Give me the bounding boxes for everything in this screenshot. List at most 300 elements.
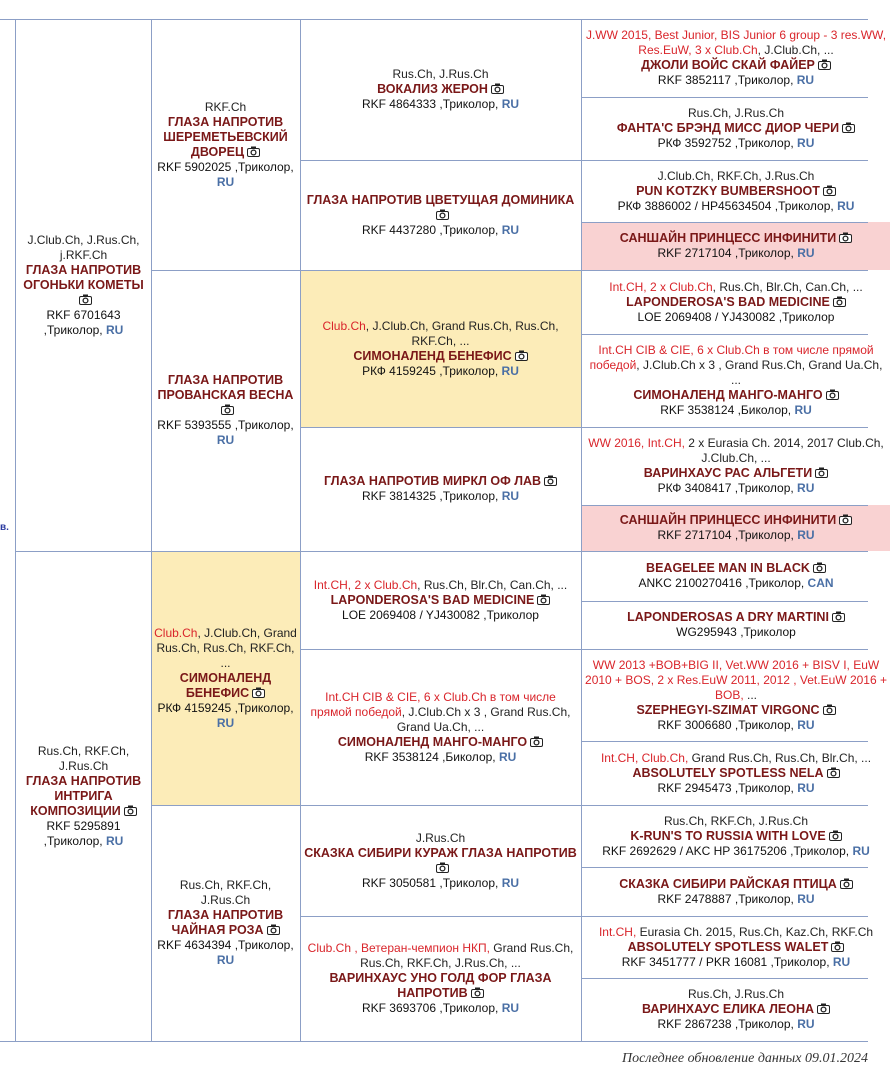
dog-titles-text: , J.Club.Ch x 3 , Grand Rus.Ch, Grand Ua.Ch, ... bbox=[396, 704, 571, 734]
dog-titles-highlight: Int.CH, 2 x Club.Ch bbox=[313, 577, 418, 592]
pedigree-cell-g4 bbox=[581, 551, 890, 601]
dog-titles bbox=[585, 280, 887, 295]
camera-icon[interactable] bbox=[515, 350, 528, 361]
camera-icon[interactable] bbox=[221, 404, 234, 415]
dog-titles-text: Rus.Ch, RKF.Ch, J.Rus.Ch bbox=[663, 813, 809, 828]
dog-color: ,Триколор, bbox=[734, 891, 794, 906]
dog-registration bbox=[585, 481, 887, 496]
camera-icon[interactable] bbox=[124, 805, 137, 816]
dog-name-link[interactable]: ABSOLUTELY SPOTLESS NELA bbox=[632, 765, 824, 780]
camera-icon[interactable] bbox=[815, 467, 828, 478]
dog-color: ,Триколор bbox=[778, 309, 835, 324]
country-code: RU bbox=[501, 875, 520, 890]
dog-color: ,Триколор, bbox=[734, 246, 794, 260]
pedigree-cell-g3 bbox=[300, 551, 581, 649]
registration-number: LOE 2069408 / YJ430082 bbox=[637, 309, 776, 324]
dog-titles-text: Rus.Ch, RKF.Ch, J.Rus.Ch bbox=[37, 743, 130, 773]
table-divider bbox=[300, 649, 581, 650]
country-code: RU bbox=[797, 481, 815, 495]
registration-number: RKF 2717104 bbox=[657, 528, 732, 542]
camera-icon[interactable] bbox=[823, 185, 836, 196]
dog-titles bbox=[303, 831, 578, 846]
dog-titles bbox=[303, 319, 578, 349]
dog-registration bbox=[154, 701, 297, 731]
dog-titles bbox=[585, 987, 887, 1002]
table-divider bbox=[581, 916, 868, 917]
dog-titles bbox=[154, 626, 297, 671]
dog-name-link[interactable]: K-RUN'S TO RUSSIA WITH LOVE bbox=[630, 828, 826, 843]
dog-color: ,Триколор, bbox=[439, 1001, 499, 1015]
country-code: RU bbox=[501, 222, 520, 237]
dog-titles bbox=[585, 343, 887, 388]
pedigree-cell-g4 bbox=[581, 97, 890, 160]
dog-titles-text: Grand Rus.Ch, Rus.Ch, Blr.Ch, ... bbox=[688, 750, 872, 765]
dog-titles bbox=[585, 658, 887, 703]
registration-number: RKF 3814325 bbox=[361, 489, 437, 503]
table-divider bbox=[300, 160, 581, 161]
dog-color: ,Триколор, bbox=[770, 954, 830, 969]
dog-titles-text: ... bbox=[743, 687, 758, 702]
dog-color: ,Триколор, bbox=[439, 489, 499, 503]
pedigree-cell-g4 bbox=[581, 649, 890, 741]
country-code: RU bbox=[832, 954, 851, 969]
registration-number: RKF 2945473 bbox=[657, 780, 732, 795]
dog-name-link[interactable]: PUN KOTZKY BUMBERSHOOT bbox=[636, 183, 820, 198]
country-code: RU bbox=[797, 717, 815, 732]
dog-name bbox=[585, 466, 887, 481]
table-divider bbox=[581, 334, 868, 335]
pedigree-cell-g4 bbox=[581, 334, 890, 427]
table-divider bbox=[0, 19, 868, 20]
last-updated-note: Последнее обновление данных 09.01.2024 bbox=[622, 1051, 868, 1066]
dog-name-link[interactable]: СИМОНАЛЕНД БЕНЕФИС bbox=[353, 348, 512, 363]
dog-name-link[interactable]: ВАРИНХАУС ЕЛИКА ЛЕОНА bbox=[641, 1002, 815, 1016]
registration-number: РКФ 3592752 bbox=[657, 136, 732, 150]
dog-name-link[interactable]: СИМОНАЛЕНД БЕНЕФИС bbox=[179, 670, 272, 700]
dog-color: ,Триколор, bbox=[439, 363, 499, 378]
table-divider bbox=[581, 805, 868, 806]
pedigree-cell-g4 bbox=[581, 270, 890, 334]
pedigree-cell-g1 bbox=[16, 19, 151, 551]
cut-off-text: в. bbox=[0, 522, 9, 533]
dog-titles-text: , J.Club.Ch x 3 , Grand Rus.Ch, Grand Ua.Ch, ... bbox=[636, 358, 883, 387]
table-divider bbox=[300, 916, 581, 917]
dog-color: ,Триколор, bbox=[439, 222, 499, 237]
dog-titles-text: RKF.Ch bbox=[204, 99, 247, 114]
dog-name bbox=[585, 58, 887, 73]
dog-name bbox=[585, 610, 887, 625]
table-divider bbox=[151, 805, 300, 806]
registration-number: RKF 2867238 bbox=[657, 1017, 732, 1031]
country-code: RU bbox=[501, 97, 520, 111]
pedigree-cell-g2 bbox=[151, 805, 300, 1041]
table-divider bbox=[151, 270, 300, 271]
country-code: RU bbox=[837, 198, 855, 213]
registration-number: РКФ 4159245 bbox=[157, 700, 232, 715]
dog-name bbox=[585, 561, 887, 576]
dog-titles-text: J.Club.Ch, J.Rus.Ch, j.RKF.Ch bbox=[27, 232, 140, 262]
dog-name bbox=[585, 766, 887, 781]
dog-name-link[interactable]: ГЛАЗА НАПРОТИВ ЦВЕТУЩАЯ ДОМИНИКА bbox=[306, 192, 575, 207]
dog-name bbox=[154, 115, 297, 160]
dog-name bbox=[154, 671, 297, 701]
registration-number: ANKC 2100270416 bbox=[638, 576, 742, 590]
camera-icon[interactable] bbox=[827, 767, 840, 778]
country-code: RU bbox=[794, 403, 812, 417]
dog-registration bbox=[585, 625, 887, 640]
dog-titles-text: Eurasia Ch. 2015, Rus.Ch, Kaz.Ch, RKF.Ch bbox=[636, 924, 874, 939]
pedigree-cell-g3 bbox=[300, 649, 581, 805]
dog-name bbox=[585, 295, 887, 310]
dog-name-link[interactable]: ВОКАЛИЗ ЖЕРОН bbox=[377, 82, 488, 96]
dog-name-link[interactable]: ГЛАЗА НАПРОТИВ ИНТРИГА КОМПОЗИЦИИ bbox=[25, 773, 142, 818]
dog-color: ,Триколор, bbox=[43, 322, 103, 337]
dog-registration bbox=[585, 403, 887, 418]
camera-icon[interactable] bbox=[537, 594, 550, 605]
dog-color: ,Триколор, bbox=[745, 576, 805, 590]
dog-titles bbox=[19, 744, 148, 774]
pedigree-cell-g3 bbox=[300, 160, 581, 270]
dog-registration bbox=[154, 938, 297, 968]
registration-number: РКФ 4159245 bbox=[362, 363, 436, 378]
pedigree-cell-g4 bbox=[581, 741, 890, 805]
dog-name bbox=[154, 908, 297, 938]
camera-icon[interactable] bbox=[833, 296, 846, 307]
country-code: RU bbox=[797, 891, 815, 906]
camera-icon[interactable] bbox=[826, 389, 839, 400]
dog-titles-text: Grand Rus.Ch, Rus.Ch, RKF.Ch, J.Rus.Ch, ... bbox=[360, 941, 574, 970]
pedigree-cell-g3 bbox=[300, 916, 581, 1041]
country-code: RU bbox=[216, 433, 235, 447]
dog-name bbox=[585, 184, 887, 199]
registration-number: RKF 2717104 bbox=[657, 246, 732, 260]
country-code: RU bbox=[501, 1001, 520, 1015]
table-divider bbox=[581, 97, 868, 98]
dog-registration bbox=[585, 528, 887, 543]
dog-registration bbox=[154, 160, 297, 190]
dog-color: ,Триколор, bbox=[439, 875, 499, 890]
country-code: RU bbox=[797, 246, 815, 260]
pedigree-cell-g4 bbox=[581, 19, 890, 97]
dog-name bbox=[585, 231, 887, 246]
registration-number: LOE 2069408 / YJ430082 bbox=[342, 607, 480, 622]
dog-name-link[interactable]: ABSOLUTELY SPOTLESS WALET bbox=[627, 939, 829, 954]
table-divider bbox=[300, 270, 581, 271]
registration-number: RKF 3538124 bbox=[660, 403, 735, 417]
pedigree-cell-g4 bbox=[581, 867, 890, 916]
table-divider bbox=[581, 867, 868, 868]
dog-name-link[interactable]: ГЛАЗА НАПРОТИВ ПРОВАНСКАЯ ВЕСНА bbox=[157, 373, 294, 402]
dog-name bbox=[303, 82, 578, 97]
dog-titles-highlight: WW 2016, Int.CH, bbox=[588, 436, 685, 450]
country-code: RU bbox=[797, 1017, 815, 1031]
dog-registration bbox=[585, 199, 887, 214]
table-divider bbox=[15, 19, 16, 1041]
dog-titles-text: Rus.Ch, J.Rus.Ch bbox=[392, 67, 489, 81]
dog-name bbox=[19, 774, 148, 819]
dog-titles-highlight: Int.CH, bbox=[598, 924, 637, 939]
camera-icon[interactable] bbox=[842, 122, 855, 133]
dog-name-link[interactable]: LAPONDEROSA'S BAD MEDICINE bbox=[330, 592, 535, 607]
dog-name-link[interactable]: СКАЗКА СИБИРИ КУРАЖ ГЛАЗА НАПРОТИВ bbox=[304, 845, 577, 860]
dog-registration bbox=[585, 310, 887, 325]
dog-name-link[interactable]: САНШАЙН ПРИНЦЕСС ИНФИНИТИ bbox=[619, 513, 837, 527]
dog-name-link[interactable]: ДЖОЛИ ВОЙС СКАЙ ФАЙЕР bbox=[641, 58, 815, 72]
dog-titles-highlight: Club.Ch , Ветеран-чемпион НКП, bbox=[307, 941, 490, 955]
dog-titles-text: J.Club.Ch, RKF.Ch, J.Rus.Ch bbox=[657, 168, 815, 183]
table-divider bbox=[581, 978, 868, 979]
dog-registration bbox=[303, 97, 578, 112]
pedigree-cell-g2 bbox=[151, 19, 300, 270]
dog-titles bbox=[585, 436, 887, 466]
table-divider bbox=[300, 427, 581, 428]
dog-name bbox=[585, 1002, 887, 1017]
country-code: RU bbox=[501, 489, 520, 503]
dog-name-link[interactable]: ФАНТА'С БРЭНД МИСС ДИОР ЧЕРИ bbox=[616, 121, 840, 135]
dog-titles-text: , J.Club.Ch, Grand Rus.Ch, Rus.Ch, RKF.Ch, ... bbox=[365, 318, 559, 348]
dog-registration bbox=[19, 819, 148, 849]
camera-icon[interactable] bbox=[831, 941, 844, 952]
dog-name-link[interactable]: LAPONDEROSA'S BAD MEDICINE bbox=[626, 294, 830, 309]
camera-icon[interactable] bbox=[840, 878, 853, 889]
camera-icon[interactable] bbox=[471, 987, 484, 998]
table-divider bbox=[151, 551, 300, 552]
country-code: RU bbox=[105, 322, 124, 337]
dog-titles-text: , Rus.Ch, Blr.Ch, Can.Ch, ... bbox=[417, 577, 568, 592]
pedigree-cell-g4 bbox=[581, 978, 890, 1041]
dog-titles-text: Rus.Ch, J.Rus.Ch bbox=[687, 987, 785, 1001]
camera-icon[interactable] bbox=[252, 687, 265, 698]
dog-titles-highlight: WW 2013 +BOB+BIG II, Vet.WW 2016 + BISV I, EuW 2010 + BOS, 2 x Res.EuW 2011, 2012 , Vet.EuW 2016 + BOB, bbox=[585, 657, 887, 702]
dog-registration bbox=[585, 1017, 887, 1032]
dog-titles-highlight: Int.CH, Club.Ch, bbox=[600, 750, 689, 765]
registration-number: RKF 4864333 bbox=[361, 97, 437, 111]
registration-number: WG295943 bbox=[676, 625, 737, 639]
dog-name bbox=[303, 593, 578, 608]
table-divider bbox=[581, 649, 868, 650]
camera-icon[interactable] bbox=[839, 514, 852, 525]
dog-registration bbox=[585, 246, 887, 261]
dog-registration bbox=[303, 489, 578, 504]
camera-icon[interactable] bbox=[436, 209, 449, 220]
dog-color: ,Триколор, bbox=[734, 136, 794, 150]
dog-name bbox=[303, 846, 578, 876]
country-code: RU bbox=[216, 715, 235, 730]
dog-registration bbox=[585, 73, 887, 88]
dog-color: ,Триколор, bbox=[234, 418, 294, 432]
country-code: RU bbox=[797, 136, 815, 150]
registration-number: RKF 3006680 bbox=[657, 717, 732, 732]
dog-titles-text: J.Rus.Ch bbox=[415, 830, 466, 845]
pedigree-cell-g4 bbox=[581, 805, 890, 867]
dog-name bbox=[585, 877, 887, 892]
pedigree-cell-g3 bbox=[300, 427, 581, 551]
dog-titles bbox=[154, 100, 297, 115]
table-divider bbox=[300, 551, 581, 552]
table-divider bbox=[581, 19, 582, 1041]
camera-icon[interactable] bbox=[436, 862, 449, 873]
registration-number: РКФ 3408417 bbox=[657, 481, 732, 495]
dog-registration bbox=[154, 418, 297, 448]
country-code: RU bbox=[852, 843, 870, 858]
table-divider bbox=[581, 160, 868, 161]
dog-titles bbox=[154, 878, 297, 908]
dog-titles bbox=[585, 169, 887, 184]
dog-name-link[interactable]: ГЛАЗА НАПРОТИВ ШЕРЕМЕТЬЕВСКИЙ ДВОРЕЦ bbox=[163, 114, 288, 159]
camera-icon[interactable] bbox=[839, 232, 852, 243]
dog-titles-highlight: Int.CH CIB & CIE, 6 x Club.Ch в том числе прямой победой bbox=[589, 343, 874, 372]
dog-color: ,Триколор, bbox=[774, 198, 834, 213]
dog-color: ,Триколор bbox=[740, 625, 796, 639]
registration-number: RKF 5902025 bbox=[157, 159, 232, 174]
dog-name-link[interactable]: SZEPHEGYI-SZIMAT VIRGONC bbox=[636, 702, 820, 717]
dog-titles-highlight: J.WW 2015, Best Junior, BIS Junior 6 group - 3 res.WW, Res.EuW, 3 x Club.Ch bbox=[585, 28, 887, 57]
camera-icon[interactable] bbox=[823, 704, 836, 715]
table-divider bbox=[581, 222, 868, 223]
dog-color: ,Биколор, bbox=[737, 403, 792, 417]
dog-titles bbox=[303, 67, 578, 82]
registration-number: RKF 2692629 / AKC HP 36175206 bbox=[602, 843, 787, 858]
dog-name-link[interactable]: ГЛАЗА НАПРОТИВ ЧАЙНАЯ РОЗА bbox=[167, 908, 284, 937]
dog-color: ,Триколор, bbox=[43, 833, 103, 848]
pedigree-cell-g4 bbox=[581, 916, 890, 978]
dog-registration bbox=[303, 223, 578, 238]
dog-titles bbox=[303, 690, 578, 735]
dog-color: ,Триколор, bbox=[734, 717, 794, 732]
dog-name-link[interactable]: СИМОНАЛЕНД МАНГО-МАНГО bbox=[337, 734, 528, 749]
dog-name-link[interactable]: BEAGELEE MAN IN BLACK bbox=[646, 561, 810, 575]
dog-color: ,Триколор, bbox=[790, 843, 850, 858]
dog-registration bbox=[303, 750, 578, 765]
dog-titles bbox=[303, 578, 578, 593]
dog-name bbox=[303, 735, 578, 750]
dog-titles-text: Rus.Ch, RKF.Ch, J.Rus.Ch bbox=[179, 878, 272, 907]
dog-name bbox=[19, 263, 148, 308]
dog-titles-text: 2 x Eurasia Ch. 2014, 2017 Club.Ch, J.Club.Ch, ... bbox=[684, 436, 884, 465]
dog-titles bbox=[303, 941, 578, 971]
dog-name-link[interactable]: ГЛАЗА НАПРОТИВ ОГОНЬКИ КОМЕТЫ bbox=[23, 262, 144, 292]
dog-name bbox=[585, 940, 887, 955]
dog-name bbox=[154, 373, 297, 418]
dog-registration bbox=[585, 718, 887, 733]
pedigree-cell-g3 bbox=[300, 270, 581, 427]
dog-titles-highlight: Int.CH CIB & CIE, 6 x Club.Ch в том числе прямой победой bbox=[310, 689, 556, 719]
dog-registration bbox=[303, 608, 578, 623]
pedigree-cell-g2 bbox=[151, 551, 300, 805]
dog-name-link[interactable]: СКАЗКА СИБИРИ РАЙСКАЯ ПТИЦА bbox=[619, 876, 837, 891]
table-divider bbox=[581, 427, 868, 428]
dog-name-link[interactable]: ВАРИНХАУС УНО ГОЛД ФОР ГЛАЗА НАПРОТИВ bbox=[329, 971, 552, 1000]
camera-icon[interactable] bbox=[247, 146, 260, 157]
dog-registration bbox=[585, 576, 887, 591]
country-code: RU bbox=[797, 780, 815, 795]
registration-number: RKF 3852117 bbox=[657, 73, 732, 87]
dog-color: ,Триколор, bbox=[439, 97, 499, 111]
camera-icon[interactable] bbox=[530, 736, 543, 747]
dog-color: ,Биколор, bbox=[442, 749, 496, 764]
dog-color: ,Триколор, bbox=[234, 159, 294, 174]
dog-name bbox=[585, 513, 887, 528]
camera-icon[interactable] bbox=[817, 1003, 830, 1014]
dog-color: ,Триколор bbox=[483, 607, 539, 622]
dog-registration bbox=[303, 364, 578, 379]
registration-number: RKF 4437280 bbox=[361, 222, 437, 237]
dog-color: ,Триколор, bbox=[734, 780, 794, 795]
table-divider bbox=[16, 551, 151, 552]
dog-name bbox=[585, 121, 887, 136]
dog-color: ,Триколор, bbox=[734, 73, 794, 87]
camera-icon[interactable] bbox=[813, 562, 826, 573]
camera-icon[interactable] bbox=[818, 59, 831, 70]
dog-registration bbox=[303, 1001, 578, 1016]
dog-titles-text: , J.Club.Ch, Grand Rus.Ch, Rus.Ch, RKF.Ch, ... bbox=[156, 625, 297, 670]
dog-registration bbox=[585, 844, 887, 859]
dog-registration bbox=[303, 876, 578, 891]
dog-titles-text: Rus.Ch, J.Rus.Ch bbox=[687, 106, 785, 120]
registration-number: RKF 5295891 bbox=[46, 818, 121, 833]
country-code: RU bbox=[216, 953, 235, 967]
dog-name bbox=[303, 349, 578, 364]
dog-name-link[interactable]: ГЛАЗА НАПРОТИВ МИРКЛ ОФ ЛАВ bbox=[323, 474, 542, 488]
camera-icon[interactable] bbox=[79, 294, 92, 305]
table-divider bbox=[151, 19, 152, 1041]
dog-titles bbox=[585, 28, 887, 58]
camera-icon[interactable] bbox=[832, 611, 845, 622]
dog-name-link[interactable]: САНШАЙН ПРИНЦЕСС ИНФИНИТИ bbox=[619, 231, 837, 245]
table-divider bbox=[300, 805, 581, 806]
dog-titles bbox=[585, 106, 887, 121]
registration-number: РКФ 3886002 / HP45634504 bbox=[617, 198, 772, 213]
registration-number: RKF 3451777 / PKR 16081 bbox=[621, 954, 768, 969]
camera-icon[interactable] bbox=[829, 830, 842, 841]
dog-name bbox=[585, 703, 887, 718]
camera-icon[interactable] bbox=[491, 83, 504, 94]
country-code: RU bbox=[501, 363, 519, 378]
pedigree-cell-g3 bbox=[300, 19, 581, 160]
dog-name-link[interactable]: ВАРИНХАУС РАС АЛЬГЕТИ bbox=[643, 466, 813, 480]
dog-registration bbox=[585, 955, 887, 970]
table-divider bbox=[581, 505, 868, 506]
registration-number: RKF 2478887 bbox=[657, 891, 732, 906]
dog-name bbox=[585, 829, 887, 844]
dog-titles-highlight: Club.Ch bbox=[322, 318, 366, 333]
country-code: RU bbox=[105, 833, 124, 848]
dog-registration bbox=[19, 308, 148, 338]
table-divider bbox=[300, 19, 301, 1041]
pedigree-cell-g4 bbox=[581, 222, 890, 270]
camera-icon[interactable] bbox=[544, 475, 557, 486]
table-divider bbox=[581, 741, 868, 742]
dog-titles bbox=[585, 925, 887, 940]
registration-number: RKF 6701643 bbox=[46, 307, 121, 322]
dog-color: ,Триколор, bbox=[734, 528, 794, 542]
dog-registration bbox=[585, 892, 887, 907]
camera-icon[interactable] bbox=[267, 924, 280, 935]
dog-name-link[interactable]: СИМОНАЛЕНД МАНГО-МАНГО bbox=[633, 388, 823, 402]
dog-registration bbox=[585, 136, 887, 151]
table-divider bbox=[0, 1041, 868, 1042]
pedigree-cell-g4 bbox=[581, 601, 890, 649]
dog-titles bbox=[19, 233, 148, 263]
dog-titles-text: , J.Club.Ch, ... bbox=[757, 43, 834, 57]
dog-name-link[interactable]: LAPONDEROSAS A DRY MARTINI bbox=[627, 610, 829, 624]
dog-name bbox=[303, 474, 578, 489]
registration-number: RKF 3050581 bbox=[361, 875, 437, 890]
country-code: CAN bbox=[807, 576, 834, 590]
dog-color: ,Триколор, bbox=[234, 938, 294, 952]
registration-number: RKF 5393555 bbox=[157, 418, 232, 432]
dog-name bbox=[585, 388, 887, 403]
